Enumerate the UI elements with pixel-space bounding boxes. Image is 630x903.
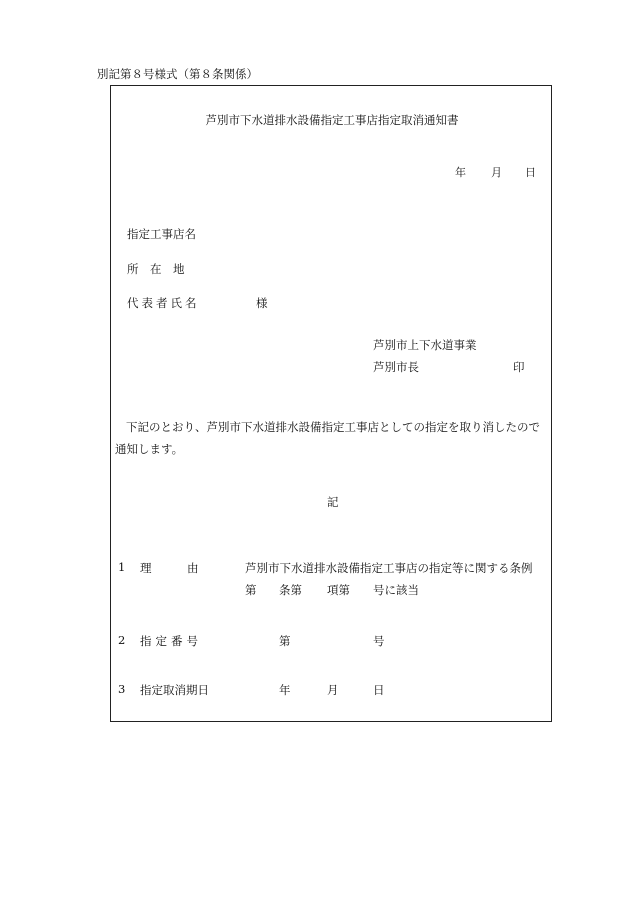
date-year: 年 [455, 166, 466, 179]
item-1-label-2: 由 [187, 561, 199, 575]
item-1-value-part-1: 第 [245, 583, 257, 597]
item-3-number: 3 [118, 682, 126, 696]
shop-name-label: 指定工事店名 [127, 227, 196, 241]
item-2-label: 指定番号 [140, 634, 202, 648]
item-1-value-part-2: 条第 [279, 583, 302, 597]
address-label: 所 在 地 [127, 262, 185, 276]
seal-mark: 印 [513, 360, 525, 374]
item-1-number: 1 [118, 560, 126, 574]
notice-body [115, 416, 547, 460]
honorific: 様 [256, 296, 268, 310]
item-2-number: 2 [118, 633, 126, 647]
date-day: 日 [525, 166, 536, 179]
notice-frame [110, 85, 552, 722]
item-1-value-part-3: 項第 [327, 583, 350, 597]
item-3-value-month: 月 [327, 683, 339, 697]
item-3-label: 指定取消期日 [140, 683, 209, 697]
item-1-value-line-1: 芦別市下水道排水設備指定工事店の指定等に関する条例 [245, 561, 533, 575]
item-2-value-suffix: 号 [373, 634, 385, 648]
item-1-label-1: 理 [140, 561, 152, 575]
item-2-value-prefix: 第 [279, 634, 291, 648]
issuer-organization: 芦別市上下水道事業 [373, 338, 477, 352]
item-1-value-part-4: 号に該当 [373, 583, 419, 597]
date-month: 月 [491, 166, 502, 179]
issuer-title: 芦別市長 [373, 360, 419, 374]
body-line-1: 下記のとおり、芦別市下水道排水設備指定工事店としての指定を取り消したので [126, 420, 540, 434]
body-line-2: 通知します。 [115, 442, 184, 456]
representative-label: 代表者氏名 [127, 296, 200, 310]
document-title: 芦別市下水道排水設備指定工事店指定取消通知書 [205, 113, 459, 127]
ki-heading: 記 [327, 495, 339, 509]
form-label: 別記第８号様式（第８条関係） [97, 67, 258, 81]
item-3-value-year: 年 [279, 683, 291, 697]
item-3-value-day: 日 [373, 683, 385, 697]
